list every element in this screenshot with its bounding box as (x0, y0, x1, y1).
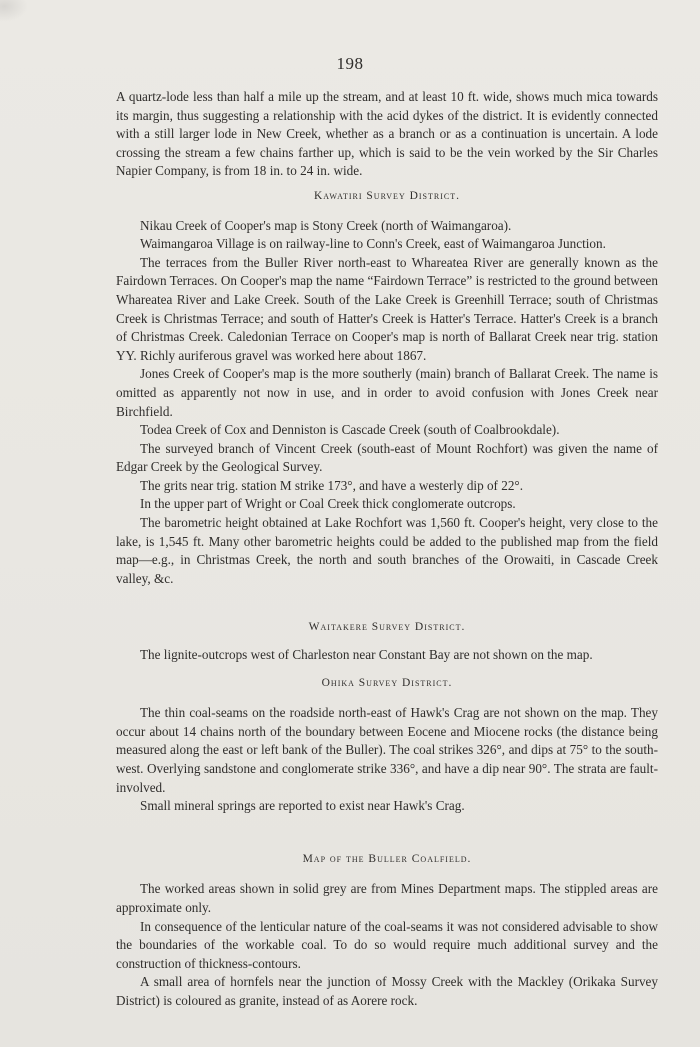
paragraph-mineral-springs: Small mineral springs are reported to exist near Hawk's Crag. (140, 798, 465, 814)
paragraph-waimangaroa-village: Waimangaroa Village is on railway-line to Conn's Creek, east of Waimangaroa Junction. (140, 236, 606, 252)
paragraph-hornfels: A small area of hornfels near the junction of Mossy Creek with the Mackley (Orikaka Survey District) is coloured as granite, instead of as Aorere rock. (116, 974, 658, 1008)
paragraph-wright-creek: In the upper part of Wright or Coal Creek thick conglomerate outcrops. (140, 496, 516, 512)
paragraph-worked-areas: The worked areas shown in solid grey are from Mines Department maps. The stippled areas are approximate only. (116, 881, 658, 915)
paragraph-lenticular-seams: In consequence of the lenticular nature of the coal-seams it was not considered advisable to show the boundaries of the workable coal. To do so would require much additional survey and the construction of thickness-contours. (116, 918, 658, 971)
paragraph-nikau-creek: Nikau Creek of Cooper's map is Stony Creek (north of Waimangaroa). (140, 217, 512, 233)
paragraph-vincent-creek: The surveyed branch of Vincent Creek (south-east of Mount Rochfort) was given the name of Edgar Creek by the Geological Survey. (116, 440, 658, 475)
paragraph-todea-creek: Todea Creek of Cox and Denniston is Cascade Creek (south of Coalbrookdale). (140, 422, 560, 438)
heading-waitakere-survey-district: Waitakere Survey District. (308, 621, 466, 634)
paragraph-grits-strike: The grits near trig. station M strike 173°, and have a westerly dip of 22°. (140, 477, 524, 493)
paragraph-barometric-height: The barometric height obtained at Lake Rochfort was 1,560 ft. Cooper's height, very close to the lake, is 1,545 ft. Many other barometric heights could be added to the published map from the field map—e.g., in Christmas Creek, the north and south branches of the Orowaiti, in Cascade Creek valley, &c. (116, 515, 658, 586)
paragraph-jones-creek: Jones Creek of Cooper's map is the more southerly (main) branch of Ballarat Creek. The name is omitted as apparently not now in use, and in order to avoid confusion with Jones Creek near Birchfield. (116, 366, 658, 419)
paragraph-intro: A quartz-lode less than half a mile up the stream, and at least 10 ft. wide, shows much mica towards its margin, thus suggesting a relationship with the acid dykes of the district. It is evidently connected with a still larger lode in New Creek, whether as a branch or as a continuation is uncertain. A lode crossing the stream a few chains farther up, which is said to be the vein worked by the Sir Charles Napier Company, is from 18 in. to 24 in. wide. (116, 89, 658, 179)
heading-ohika-survey-district: Ohika Survey District. (321, 676, 453, 689)
heading-kawatiri-survey-district: Kawatiri Survey District. (313, 189, 460, 202)
paragraph-lignite-outcrops: The lignite-outcrops west of Charleston near Constant Bay are not shown on the map. (140, 647, 593, 663)
page-corner-stain (0, 0, 28, 22)
paragraph-fairdown-terraces: The terraces from the Buller River north-east to Whareatea River are generally known as the Fairdown Terraces. On Cooper's map the name “Fairdown Terrace” is restricted to the ground between Whareatea River and Lake Creek. South of the Lake Creek is Greenhill Terrace; south of Christmas Creek is Christmas Terrace; and south of Hatter's Creek is Hatter's Terrace. Hatter's Creek is a branch of Christmas Creek. Caledonian Terrace on Cooper's map is north of Ballarat Creek near trig. station YY. Richly auriferous gravel was worked here about 1867. (116, 254, 658, 363)
paragraph-coal-seams-hawks-crag: The thin coal-seams on the roadside north-east of Hawk's Crag are not shown on the map. They occur about 14 chains north of the boundary between Eocene and Miocene rocks (the distance being measured along the east or left bank of the Buller). The coal strikes 326°, and dips at 75° to the south-west. Overlying sandstone and conglomerate strike 336°, and have a dip near 90°. The strata are fault-involved. (116, 705, 658, 795)
page-number: 198 (336, 54, 364, 73)
body-text (116, 88, 658, 1011)
heading-map-of-buller-coalfield: Map of the Buller Coalfield. (302, 852, 472, 865)
